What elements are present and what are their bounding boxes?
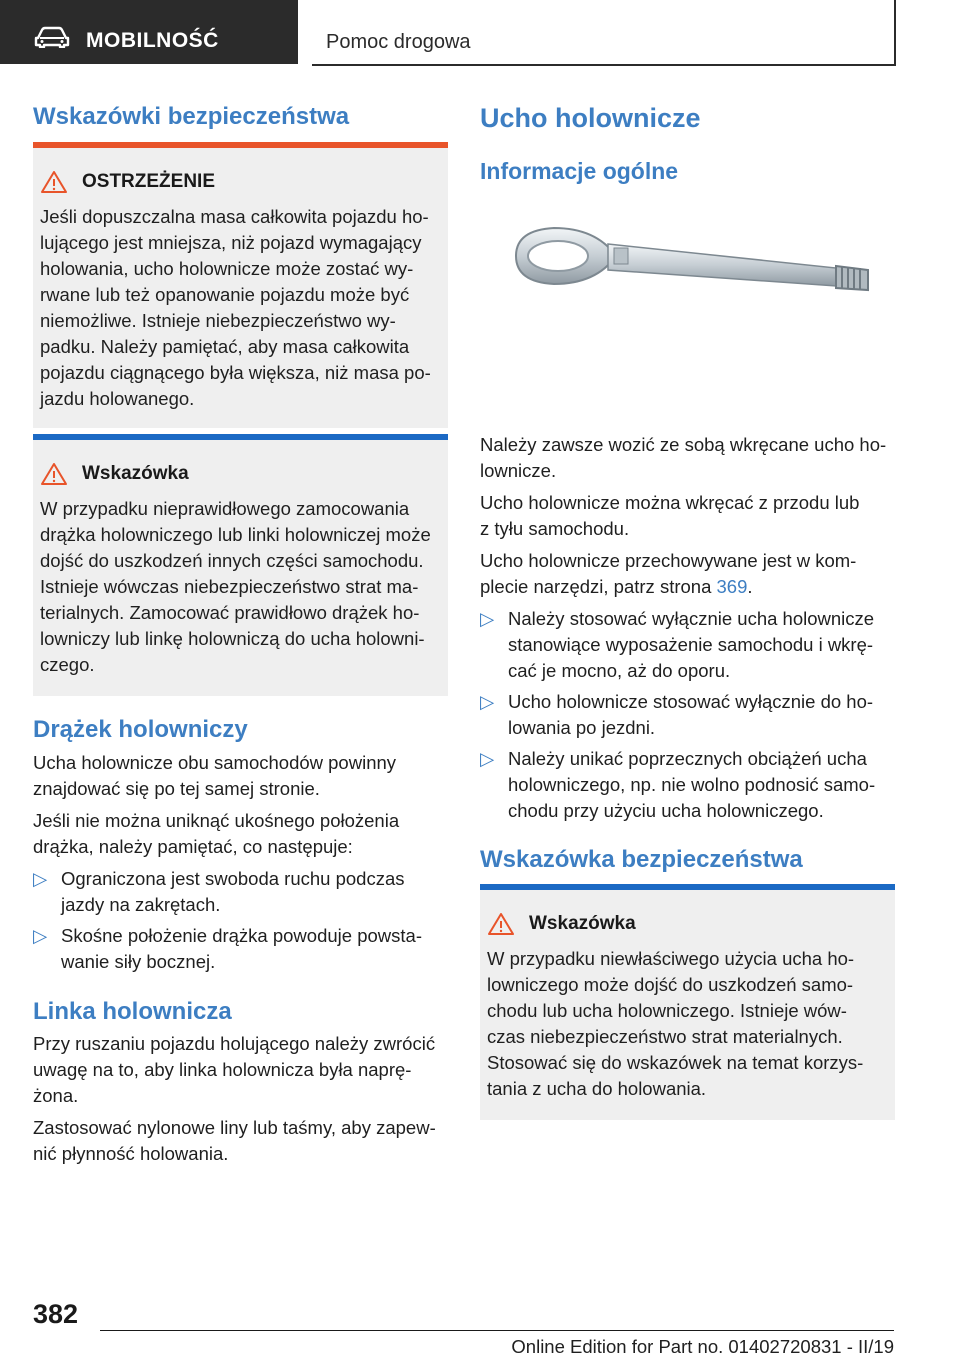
note-line: lowniczego może dojść do uszkodzeń samo‐ — [487, 974, 854, 995]
list-item — [480, 606, 895, 684]
note-line: chodu lub ucha holowniczego. Istnieje wów‐ — [487, 1000, 847, 1021]
note-line: tania z ucha do holowania. — [487, 1078, 707, 1099]
text-line: lowania po jezdni. — [508, 717, 656, 738]
warning-text — [40, 204, 438, 412]
note-header — [480, 912, 636, 936]
text-line: stanowiące wyposażenie samochodu i wkrę‐ — [508, 634, 874, 655]
car-icon — [34, 26, 70, 48]
warning-line: Jeśli dopuszczalna masa całkowita pojazdu ho‐ — [40, 206, 429, 227]
text-line: jazdy na zakrętach. — [61, 894, 221, 915]
tow-hook-heading: Ucho holownicze — [480, 103, 701, 133]
note-line: W przypadku nieprawidłowego zamocowania — [40, 498, 410, 519]
bullet-arrow-icon: ▷ — [33, 868, 48, 889]
text-line: Zastosować nylonowe liny lub taśmy, aby zapew‐ — [33, 1117, 436, 1138]
text-line: Należy zawsze wozić ze sobą wkręcane ucho ho‐ — [480, 434, 887, 455]
bullet-arrow-icon: ▷ — [480, 748, 495, 769]
text-line: Przy ruszaniu pojazdu holującego należy zwrócić — [33, 1033, 436, 1054]
header-section-title: MOBILNOŚĆ — [86, 29, 219, 52]
text-line: znajdować się po tej samej stronie. — [33, 778, 320, 799]
header-chapter-title: Pomoc drogowa — [326, 31, 471, 53]
tow-bar-paragraph-1 — [33, 750, 453, 802]
note-text — [487, 946, 885, 1102]
note-line: czego. — [40, 654, 95, 675]
text-line: Ucho holownicze przechowywane jest w kom‐ — [480, 550, 857, 571]
bullet-arrow-icon: ▷ — [480, 608, 495, 629]
warning-line: padku. Należy pamiętać, aby masa całkowita — [40, 336, 410, 357]
note-title: Wskazówka — [82, 463, 189, 484]
note-line: W przypadku niewłaściwego użycia ucha ho‐ — [487, 948, 855, 969]
warning-line: rwane lub też opanowanie pojazdu może być — [40, 284, 410, 305]
tow-hook-image — [496, 216, 901, 321]
tow-rope-paragraph-1 — [33, 1031, 453, 1109]
note-line: dojść do uszkodzeń innych części samochodu. — [40, 550, 424, 571]
warning-line: lującego jest mniejsza, niż pojazd wymagający — [40, 232, 422, 253]
warning-line: pojazdu ciągnącego była większa, niż masa po‐ — [40, 362, 431, 383]
text-line: Należy unikać poprzecznych obciążeń ucha — [508, 748, 867, 769]
footer-divider — [100, 1330, 894, 1331]
footer-edition: Online Edition for Part no. 01402720831 - II/19 — [511, 1336, 894, 1357]
tow-rope-paragraph-2 — [33, 1115, 453, 1167]
list-item — [33, 866, 448, 918]
warning-line: niemożliwe. Istnieje niebezpieczeństwo wy‐ — [40, 310, 396, 331]
warning-triangle-icon — [40, 170, 68, 194]
text-line: chodu przy użyciu ucha holowniczego. — [508, 800, 824, 821]
note-text — [40, 496, 438, 678]
bullet-arrow-icon: ▷ — [33, 925, 48, 946]
text-line: Ucha holownicze obu samochodów powinny — [33, 752, 397, 773]
list-item — [480, 689, 895, 741]
tow-bar-heading: Drążek holowniczy — [33, 716, 248, 743]
note-line: Stosować się do wskazówek na temat korzys‐ — [487, 1052, 864, 1073]
text-line: z tyłu samochodu. — [480, 518, 630, 539]
text-line: Ucho holownicze można wkręcać z przodu lub — [480, 492, 860, 513]
note-line: drążka holowniczego lub linki holowniczej może — [40, 524, 431, 545]
text-line: lownicze. — [480, 460, 557, 481]
text-line: cać je mocno, aż do oporu. — [508, 660, 731, 681]
text-line: holowniczego, np. nie wolno podnosić samo‐ — [508, 774, 876, 795]
warning-line: holowania, ucho holownicze może zostać wy‐ — [40, 258, 414, 279]
text-fragment: plecie narzędzi, patrz strona — [480, 576, 717, 597]
page-link-369[interactable]: 369 — [716, 576, 748, 597]
text-line: uwagę na to, aby linka holownicza była naprę‐ — [33, 1059, 412, 1080]
warning-header — [33, 170, 215, 194]
list-item — [480, 746, 895, 824]
bullet-arrow-icon: ▷ — [480, 691, 495, 712]
hook-paragraph-1 — [480, 432, 900, 484]
text-line: nić płynność holowania. — [33, 1143, 229, 1164]
note-line: lowniczy lub linkę holowniczą do ucha holowni‐ — [40, 628, 425, 649]
header-chapter-box — [312, 0, 896, 66]
text-line: Skośne położenie drążka powoduje powsta‐ — [61, 925, 422, 946]
text-line — [480, 574, 900, 600]
note-box-left — [33, 434, 448, 696]
text-line: Należy stosować wyłącznie ucha holownicze — [508, 608, 875, 629]
note-box-right — [480, 884, 895, 1120]
warning-box — [33, 142, 448, 428]
warning-title: OSTRZEŻENIE — [82, 171, 216, 192]
tow-rope-heading: Linka holownicza — [33, 998, 232, 1025]
text-line: drążka, należy pamiętać, co następuje: — [33, 836, 353, 857]
hook-paragraph-3 — [480, 548, 900, 600]
hook-paragraph-2 — [480, 490, 900, 542]
safety-heading-right: Wskazówka bezpieczeństwa — [480, 846, 803, 873]
list-item — [33, 923, 448, 975]
note-line: Istnieje wówczas niebezpieczeństwo strat ma‐ — [40, 576, 419, 597]
warning-line: jazdu holowanego. — [40, 388, 195, 409]
note-title: Wskazówka — [529, 913, 636, 934]
text-line: Ucho holownicze stosować wyłącznie do ho‐ — [508, 691, 874, 712]
warning-triangle-icon — [40, 462, 68, 486]
page-number: 382 — [33, 1299, 79, 1329]
note-line: czas niebezpieczeństwo strat materialnych. — [487, 1026, 843, 1047]
note-line: terialnych. Zamocować prawidłowo drążek ho‐ — [40, 602, 420, 623]
header-section-tab — [0, 0, 298, 64]
warning-triangle-icon — [487, 912, 515, 936]
safety-heading-left: Wskazówki bezpieczeństwa — [33, 103, 350, 130]
text-line: Ograniczona jest swoboda ruchu podczas — [61, 868, 405, 889]
text-fragment: . — [747, 576, 753, 597]
text-line: Jeśli nie można uniknąć ukośnego położenia — [33, 810, 400, 831]
text-line: wanie siły bocznej. — [61, 951, 216, 972]
text-line: żona. — [33, 1085, 79, 1106]
general-info-subheading: Informacje ogólne — [480, 158, 679, 184]
note-header — [33, 462, 189, 486]
tow-bar-paragraph-2 — [33, 808, 453, 860]
